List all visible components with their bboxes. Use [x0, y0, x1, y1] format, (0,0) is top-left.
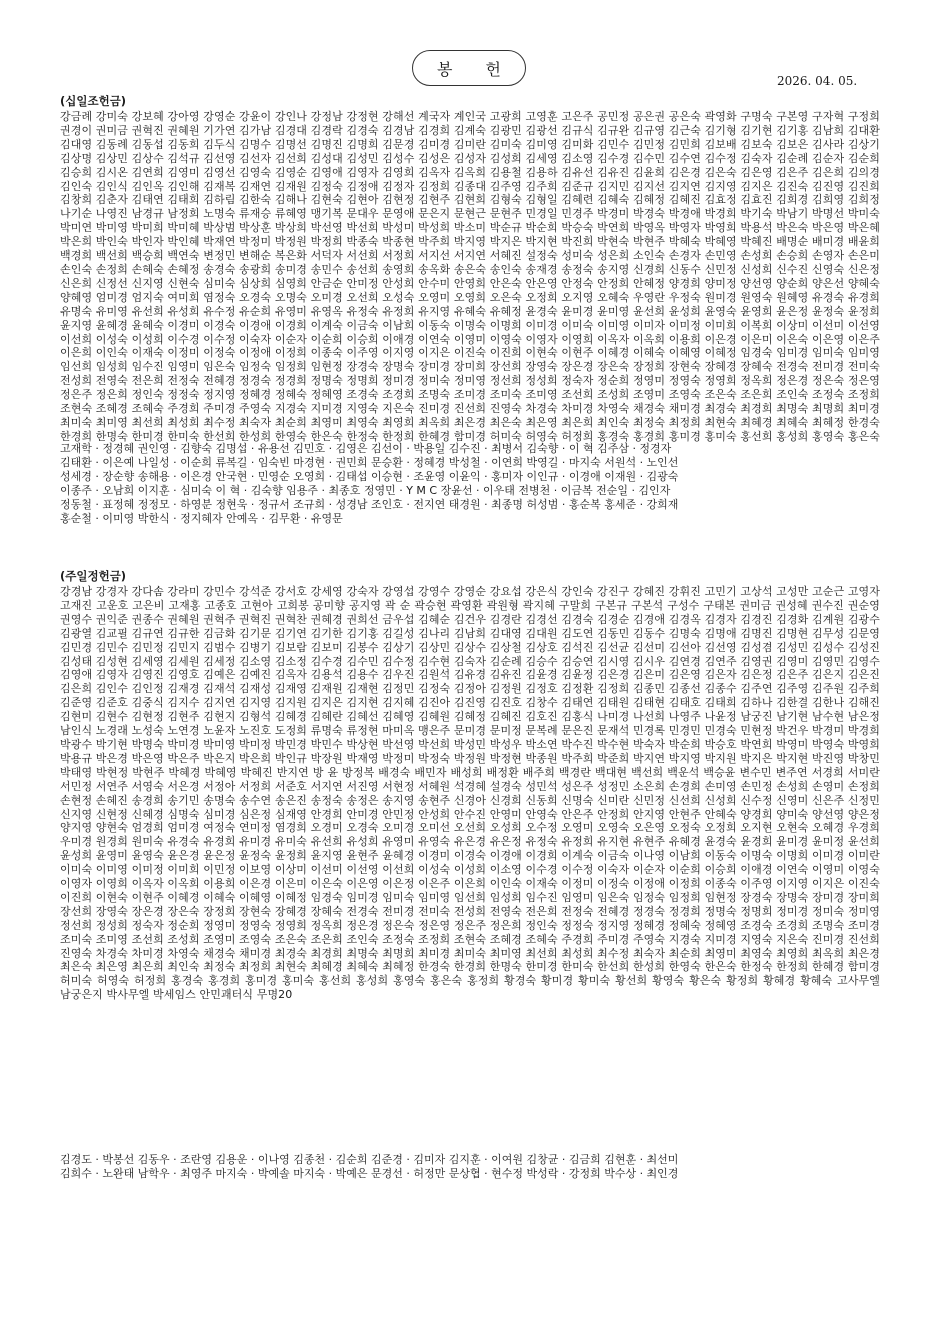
- service-date: 2026. 04. 05.: [777, 74, 858, 88]
- tithe-couple-line: 성세경 · 장순향 송해용 · 이은경 안국현 · 민영순 오영희 · 김태섭 이승현 · 조윤영 이윤익 · 홍미자 이인규 · 이경애 이재원 · 김광숙: [60, 469, 679, 483]
- sunday-couple-line: 김경도 · 박봉선 김동우 · 조란영 김용운 · 이나영 김종천 · 김순희 김준경 · 김미자 김지훈 · 이여원 김창균 · 김금희 김현훈 · 최선미: [60, 1153, 679, 1166]
- sunday-couple-line: 김희수 · 노완태 남학우 · 최영주 마지숙 · 박예솔 마지숙 · 박예은 문경선 · 허정만 문상협 · 현수정 박성락 · 강정희 박수상 · 최인경: [60, 1166, 679, 1180]
- sunday-name-list: 강경남 강경자 강다솜 강라미 강민수 강석준 강서호 강세영 강숙자 강영섭 강영수 강영순 강요섭 강은식 강인숙 강진구 강혜진 강휘진 고민기 고상석 고성만 고순근 고영자 고재진 고운호 고은비 고재홍 고종호 고현아 고희봉 공미향 공지영 곽 순 곽승현 곽영환 곽원형 곽지혜 구말희 구본규 구본석 구성수 구태본 권미금 권성혜 권수진 권순영 권영수 권익준 권종수 권혜원 권혁주 권혁진 권혁찬 권혜경 권희선 금우섭 김혜순 김건우 김경란 김경선 김경숙 김경순 김경애 김경옥 김경자 김경진 김경화 김계원 김광수 김광열 김교필 김규연 김규한 김금화 김기문 김기연 김기한 김기홍 김길성 김나리 김남희 김대영 김대원 김도연 김동민 김동수 김명숙 김명애 김명진 김명현 김무성 김문영 김민경 김민수 김민정 김민지 김범수 김병기 김보람 김보미 김봉수 김상기 김상민 김상수 김상철 김상호 김석진 김선균 김선미 김선아 김선영 김성겸 김성민 김성수 김성진 김성태 김성현 김세영 김세원 김세정 김소영 김소정 김수경 김수민 김수정 김수현 김숙자 김순례 김승수 김승연 김시영 김시우 김연경 김연주 김영권 김영미 김영민 김영수 김영애 김영자 김영진 김영호 김예은 김예진 김옥자 김용석 김용수 김우진 김원석 김유경 김유진 김윤경 김윤정 김은경 김은미 김은영 김은자 김은정 김은주 김은지 김은진 김은희 김인수 김인정 김재경 김재석 김재성 김재영 김재원 김재현 김정민 김정숙 김정아 김정원 김정호 김정환 김정희 김종민 김종선 김종수 김주연 김주영 김주원 김주희 김준영 김준호 김중식 김지수 김지연 김지영 김지원 김지은 김지현 김지혜 김진아 김진영 김진호 김창수 김태연 김태원 김태현 김태호 김태희 김하나 김한결 김한나 김해진 김현미 김현수 김현정 김현주 김현지 김형석 김혜경 김혜란 김혜선 김혜영 김혜원 김혜정 김혜진 김호진 김홍식 나미경 나선희 나영주 나윤정 남궁진 남기현 남수현 남은정 남인식 노경래 노성숙 노연경 노윤자 노진호 도정희 류명숙 류정현 마미옥 맹은주 문미경 문미정 문복례 문은진 문재석 민경록 민경민 민경숙 민현정 박건우 박경미 박경희 박광수 박기현 박명숙 박미경 박미영 박미정 박민경 박민수 박상현 박선영 박선희 박성민 박성우 박소연 박수진 박수현 박숙자 박순희 박승호 박연희 박영미 박영숙 박영희 박용규 박은경 박은영 박은주 박은지 박은희 박인규 박장원 박재영 박정미 박정숙 박정원 박정현 박종원 박주희 박준희 박지연 박지영 박지원 박지은 박지현 박진영 박창민 박태영 박현정 박현주 박혜경 박혜영 박혜진 반지연 방 윤 방정복 배경숙 배민자 배성희 배정환 배주희 백경란 백대현 백선희 백운석 백승윤 변수민 변주연 서경희 서미란 서민정 서연주 서영숙 서은경 서정아 서정희 서준호 서지연 서진영 서현정 서혜원 석경혜 설경숙 성민석 성은주 성정민 소은희 손경희 손미영 손민정 손성희 손영미 손정희 손현정 손혜진 송경희 송기민 송명숙 송수연 송은진 송정숙 송정은 송지영 송현주 신경아 신경희 신동희 신명숙 신미란 신민정 신선희 신성희 신수정 신영미 신은주 신정민 신지영 신현정 신혜경 심명숙 심미경 심은정 심재영 안경희 안미경 안민정 안성희 안수진 안영미 안영숙 안은주 안정희 안지영 안현주 안혜숙 양경희 양미숙 양선영 양은정 양지영 양현숙 엄경희 엄미경 여정숙 연미정 염경희 오경미 오경숙 오미경 오미선 오선희 오성희 오수정 오영미 오영숙 오은영 오정숙 오정희 오지현 오현숙 오혜경 우경희 우미경 원경희 원미숙 유경숙 유경희 유미경 유미숙 유선희 유성희 유영미 유영숙 유은경 유은정 유정숙 유정희 유지현 유현주 유혜경 윤경숙 윤경희 윤미경 윤미정 윤선희 윤성희 윤영미 윤영숙 윤은경 윤은정 윤정숙 윤정희 윤지영 윤현주 윤혜경 이경미 이경숙 이경애 이경희 이계숙 이금숙 이나영 이남희 이동숙 이명숙 이명희 이미경 이미란 이미숙 이미영 이미정 이미희 이민정 이보영 이상미 이선미 이선영 이선희 이성숙 이성희 이소영 이수경 이수정 이숙자 이순자 이순희 이승희 이애경 이연숙 이영미 이영숙 이영자 이영희 이옥자 이옥희 이용희 이은경 이은미 이은숙 이은영 이은정 이은주 이은희 이인숙 이재숙 이정미 이정숙 이정애 이정희 이종숙 이주영 이지영 이지은 이진숙 이진희 이현숙 이현주 이혜경 이혜숙 이혜영 이혜정 임경숙 임미경 임미숙 임미영 임선희 임성희 임수진 임영미 임은숙 임정숙 임정희 임현정 장경숙 장명숙 장미경 장미희 장선희 장영숙 장은경 장은숙 장정희 장현숙 장혜경 장혜숙 전경숙 전미경 전미숙 전성희 전영숙 전은희 전정숙 전혜경 정경숙 정경희 정명숙 정명희 정미경 정미숙 정미영 정선희 정성희 정숙자 정순희 정영미 정영숙 정영희 정옥희 정은경 정은숙 정은영 정은주 정은희 정인숙 정정숙 정지영 정혜경 정혜숙 정혜영 조경숙 조경희 조명숙 조미경 조미숙 조미영 조선희 조성희 조영미 조영숙 조은숙 조은희 조인숙 조정숙 조정희 조현숙 조혜경 조혜숙 주경희 주미경 주영숙 지경숙 지미경 지영숙 지은숙 진미경 진선희 진영숙 차경숙 차미경 차영숙 채경숙 채미경 최경숙 최경희 최명숙 최명희 최미경 최미숙 최미영 최선희 최성희 최수정 최숙자 최순희 최영미 최영숙 최영희 최옥희 최은경 최은숙 최은영 최은희 최인숙 최정숙 최정희 최현숙 최혜경 최혜숙 최혜정 한경숙 한경희 한명숙 한미경 한미숙 한선희 한성희 한영숙 한은숙 한정숙 한정희 한혜경 함미경 허미숙 허영숙 허정희 홍경숙 홍경희 홍미경 홍미숙 홍선희 홍성희 홍영숙 홍은숙 홍정희 황경숙 황미경 황미숙 황선희 황영숙 황은숙 황정희 황혜경 황혜숙 고사무엘 남궁은지 박사무엘 박세임스 안민괘터식 무명20: [60, 585, 880, 1002]
- tithe-couple-line: 이종주 · 오남희 이지훈 · 심미숙 이 혁 · 김숙향 임용주 · 최종호 정영민 · Y M C 장윤선 · 이우태 전병천 · 이금복 전순일 · 김인자: [60, 483, 671, 497]
- page-title: 봉 헌: [412, 50, 526, 86]
- section-title-tithe: (십일조헌금): [60, 94, 127, 108]
- tithe-couple-line: 김태환 · 이은예 나일성 · 이순희 류복길 · 임숙빈 마경현 · 권민희 문승환 · 정혜경 박성철 · 이연희 박영길 · 마지숙 서원석 · 노인선: [60, 455, 679, 469]
- tithe-couple-line: 고재학 · 정경혜 권인영 · 김향숙 김명섭 · 유용선 김민호 · 김영은 김선이 · 박용일 김수진 · 최병서 김숙향 · 이 혁 김주삼 · 정경자: [60, 442, 672, 455]
- section-title-sunday: (주일정헌금): [60, 569, 127, 583]
- tithe-name-list: 강금례 강미숙 강보혜 강아영 강영순 강윤이 강인나 강정남 강정현 강해선 계국자 계인국 고광희 고영훈 고은주 공민정 공은권 공은숙 곽영화 구명숙 구본영 구자혁 구정희 권경이 권미금 권혁진 권혜원 기가연 김가남 김경대 김경락 김경숙 김경남 김경희 김계숙 김광민 김광선 김규식 김규완 김규영 김근숙 김기형 김기현 김기홍 김남희 김대환 김대영 김동례 김동섭 김동희 김두식 김명수 김명선 김명진 김명희 김문경 김미경 김미란 김미숙 김미영 김미화 김민수 김민정 김민희 김보배 김보숙 김보은 김사라 김상기 김상명 김상민 김상수 김석규 김선영 김선자 김선희 김성대 김성민 김성수 김성은 김성자 김성희 김세영 김소영 김수경 김수민 김수연 김수정 김숙자 김순례 김순자 김순희 김승희 김시온 김연희 김영미 김영선 김영숙 김영순 김영애 김영자 김영희 김옥자 김옥희 김용철 김용하 김유선 김유진 김윤희 김은경 김은숙 김은영 김은주 김은희 김의경 김인숙 김인식 김인옥 김인해 김재복 김재연 김재원 김정숙 김정애 김정자 김정희 김종대 김주영 김주희 김준규 김지민 김지선 김지연 김지영 김지은 김진숙 김진영 김진희 김창희 김춘자 김태연 김태희 김하림 김한숙 김해나 김현숙 김현아 김현정 김현주 김현희 김형숙 김형일 김혜련 김혜숙 김혜정 김혜진 김효정 김효진 김희경 김희영 김희정 나기순 나영진 남경규 남정희 노명숙 류재승 류혜영 맹기복 문대우 문영애 문은지 문현근 문현주 민경일 민경주 박경미 박경숙 박경애 박경희 박기숙 박남기 박명선 박미숙 박미연 박미영 박미희 박미혜 박상범 박상훈 박상희 박선영 박선희 박성미 박성희 박소미 박순규 박순희 박승숙 박연희 박영옥 박영자 박영희 박용석 박은숙 박은영 박은혜 박은희 박인숙 박인자 박인혜 박재연 박정미 박정원 박정희 박종숙 박종현 박주희 박지영 박지은 박지현 박진희 박현숙 박현주 박혜숙 박혜영 박혜진 배명순 배미경 배윤희 백경희 백선희 백승희 백연숙 변정민 변해순 복은화 서덕자 서선희 서정희 서지선 서지연 서혜진 설정숙 성미숙 성은희 소인숙 손경자 손민영 손성희 손승희 손영자 손은미 손인숙 손정희 손혜숙 손혜정 송경숙 송광희 송미경 송민수 송선희 송영희 송옥화 송은숙 송인숙 송재경 송정숙 송지영 신경희 신동수 신민정 신성희 신수진 신영숙 신은정 신은희 신정선 신지영 신현숙 심미숙 심상희 심영희 안금순 안미정 안성희 안수미 안영희 안은숙 안은영 안정숙 안정희 안혜정 양경희 양미정 양선영 양순희 양은선 양혜숙 양혜영 엄미경 엄지숙 여미희 염정숙 오경숙 오명숙 오미경 오선희 오성숙 오영미 오영희 오은숙 오정희 오지영 오혜숙 우영란 우정숙 원미경 원영숙 원혜영 유경숙 유경희 유명숙 유미영 유선희 유성희 유수정 유순희 유영미 유영옥 유정숙 유정희 유지영 유혜숙 유혜정 윤경숙 윤미경 윤미영 윤선희 윤성희 윤영숙 윤영희 윤은정 윤정숙 윤정희 윤지영 윤혜경 윤혜숙 이경미 이경숙 이경애 이경희 이계숙 이금숙 이남희 이동숙 이명숙 이명희 이미경 이미숙 이미영 이미자 이미정 이미희 이복희 이상미 이선미 이선영 이선희 이성숙 이성희 이수경 이수정 이숙자 이순자 이순희 이승희 이애경 이연숙 이영미 이영숙 이영자 이영희 이옥자 이옥희 이용희 이은경 이은미 이은숙 이은영 이은주 이은희 이인숙 이재숙 이정미 이정숙 이정애 이정희 이종숙 이주영 이지영 이지은 이진숙 이진희 이현숙 이현주 이혜경 이혜숙 이혜영 이혜정 임경숙 임미경 임미숙 임미영 임선희 임성희 임수진 임영미 임은숙 임정숙 임정희 임현정 장경숙 장명숙 장미경 장미희 장선희 장영숙 장은경 장은숙 장정희 장현숙 장혜경 장혜숙 전경숙 전미경 전미숙 전성희 전영숙 전은희 전정숙 전혜경 정경숙 정경희 정명숙 정명희 정미경 정미숙 정미영 정선희 정성희 정숙자 정순희 정영미 정영숙 정영희 정옥희 정은경 정은숙 정은영 정은주 정은희 정인숙 정정숙 정지영 정혜경 정혜숙 정혜영 조경숙 조경희 조명숙 조미경 조미숙 조미영 조선희 조성희 조영미 조영숙 조은숙 조은희 조인숙 조정숙 조정희 조현숙 조혜경 조혜숙 주경희 주미경 주영숙 지경숙 지미경 지영숙 지은숙 진미경 진선희 진영숙 차경숙 차미경 차영숙 채경숙 채미경 최경숙 최경희 최명숙 최명희 최미경 최미숙 최미영 최선희 최성희 최수정 최숙자 최순희 최영미 최영숙 최영희 최옥희 최은경 최은숙 최은영 최은희 최인숙 최정숙 최정희 최현숙 최혜경 최혜숙 최혜정 한경숙 한경희 한명숙 한미경 한미숙 한선희 한성희 한영숙 한은숙 한정숙 한정희 한혜경 함미경 허미숙 허영숙 허정희 홍경숙 홍경희 홍미경 홍미숙 홍선희 홍성희 홍영숙 홍은숙: [60, 110, 880, 442]
- tithe-couple-line: 홍순철 · 이미영 박한식 · 정지혜자 안예옥 · 김무환 · 유영문: [60, 511, 343, 525]
- tithe-couple-line: 정동철 · 표정혜 정정모 · 하영분 정현욱 · 정규서 조규희 · 성경남 조인호 · 전지연 태경원 · 최종명 허성범 · 홍순복 홍세준 · 강희재: [60, 497, 679, 511]
- tithe-section: [60, 94, 880, 525]
- sunday-offering-section: [60, 569, 880, 1181]
